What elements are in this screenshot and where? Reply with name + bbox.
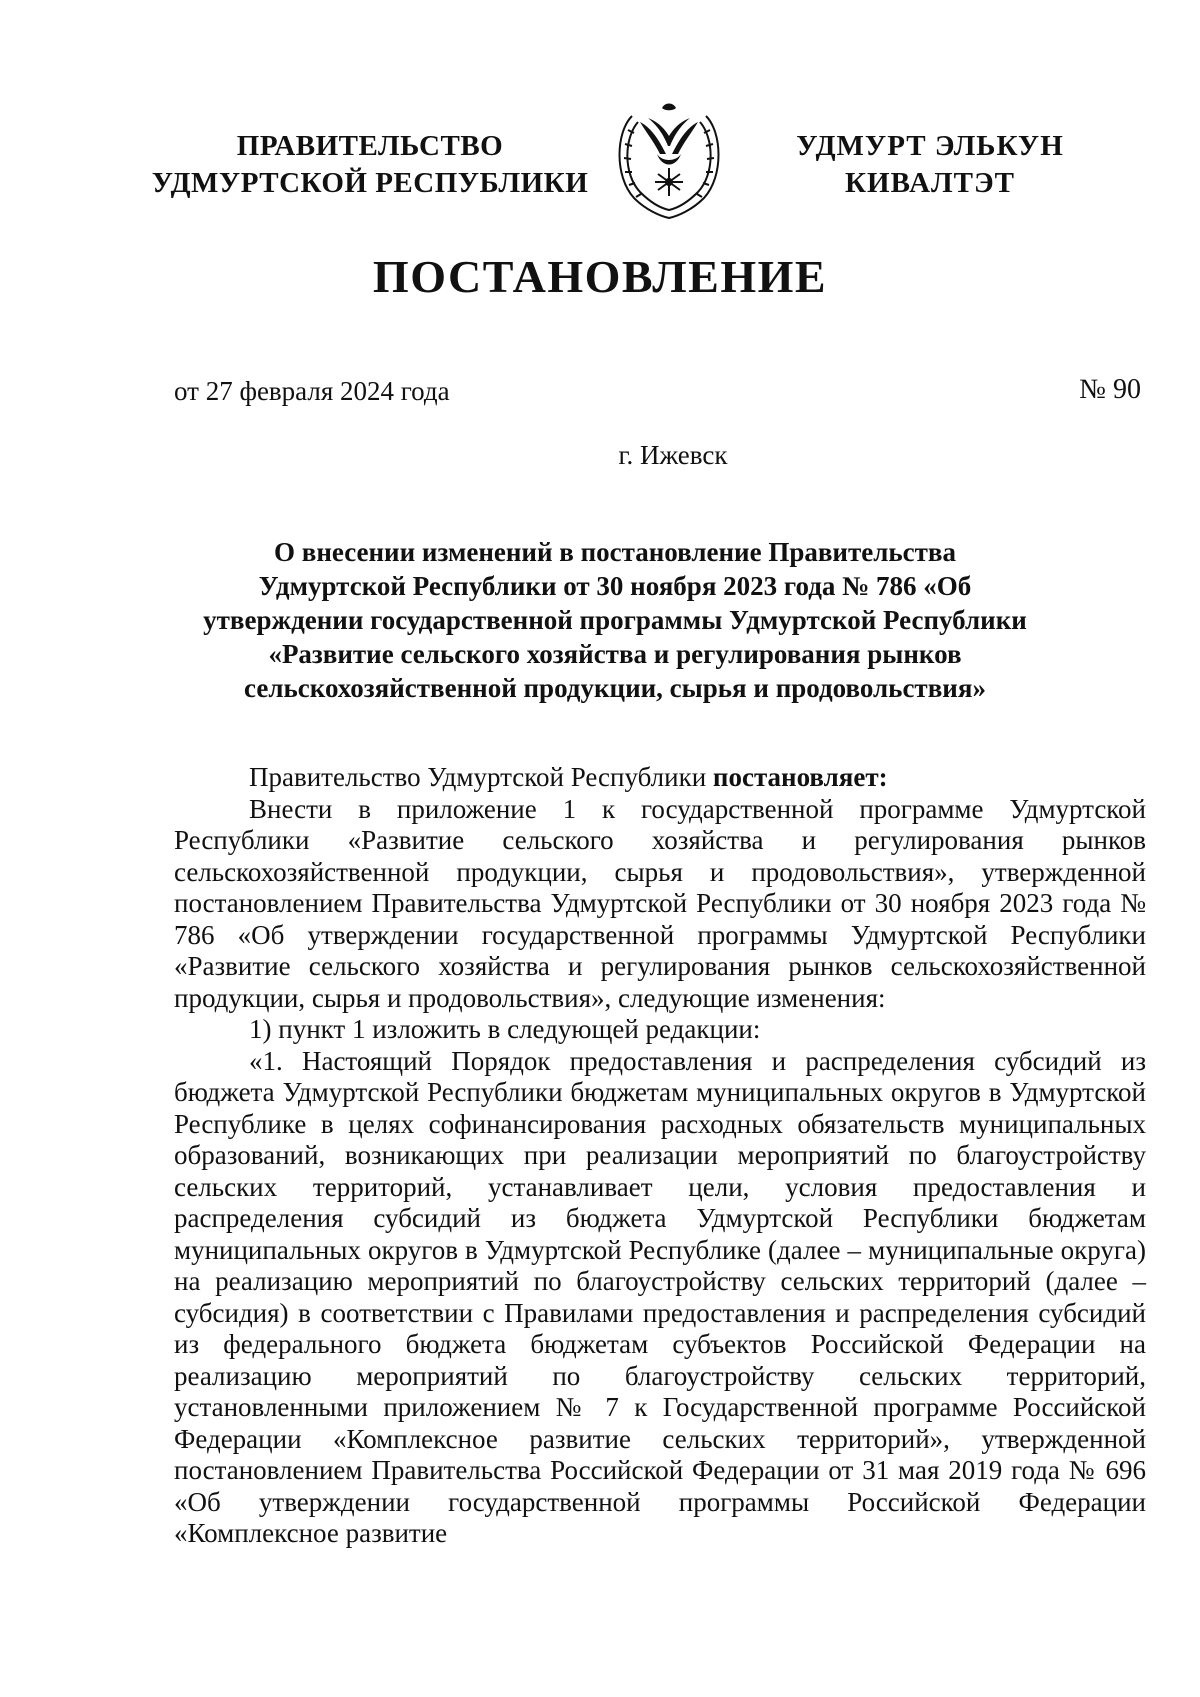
body-paragraph: Внести в приложение 1 к государственной программе Удмуртской Республики «Развитие сельского хозяйства и регулирования рынков сельскохозяйственной продукции, сырья и продовольствия», утвержденной постановлением Правительства Удмуртской Республики от 30 ноября 2023 года № 786 «Об утверждении государственной программы Удмуртской Республики «Развитие сельского хозяйства и регулирования рынков сельскохозяйственной продукции, сырья и продовольствия», следующие изменения: [174,793,1146,1013]
title-line: О внесении изменений в постановление Правительства [274,537,956,567]
issuer-line-2: УДМУРТСКОЙ РЕСПУБЛИКИ [151,167,589,199]
document-type-heading: ПОСТАНОВЛЕНИЕ [372,251,828,302]
document-city: г. Ижевск [618,440,728,470]
issuer-line-1: ПРАВИТЕЛЬСТВО [236,130,504,162]
coat-of-arms-udmurtia-icon [610,98,728,220]
issuer-line-2-udmurt: КИВАЛТЭТ [844,167,1015,199]
body-paragraph: 1) пункт 1 изложить в следующей редакции: [249,1014,761,1044]
issuer-name-russian [140,128,600,202]
body-paragraph: «1. Настоящий Порядок предоставления и распределения субсидий из бюджета Удмуртской Республики бюджетам муниципальных округов в Удмуртской Республике в целях софинансирования расходных обязательств муниципальных образований, возникающих при реализации мероприятий по благоустройству сельских территорий, устанавливает цели, условия предоставления и распределения субсидий из бюджета Удмуртской Республики бюджетам муниципальных округов в Удмуртской Республике (далее – муниципальные округа) на реализацию мероприятий по благоустройству сельских территорий (далее – субсидия) в соответствии с Правилами предоставления и распределения субсидий из федерального бюджета бюджетам субъектов Российской Федерации на реализацию мероприятий по благоустройству сельских территорий, установленными приложением № 7 к Государственной программе Российской Федерации «Комплексное развитие сельских территорий», утвержденной постановлением Правительства Российской Федерации от 31 мая 2019 года № 696 «Об утверждении государственной программы Российской Федерации «Комплексное развитие [174,1045,1146,1548]
preamble-decree-word: постановляет: [712,762,888,792]
document-title [200,535,1030,705]
title-line: сельскохозяйственной продукции, сырья и продовольствия» [244,673,986,703]
document-body [174,762,1146,1550]
issuer-name-udmurt [780,128,1080,202]
title-line: Удмуртской Республики от 30 ноября 2023 года № 786 «Об [258,571,972,601]
preamble-paragraph [174,762,1146,794]
preamble-text: Правительство Удмуртской Республики [249,762,713,792]
document-date: от 27 февраля 2024 года [174,376,450,406]
title-line: утверждении государственной программы Удмуртской Республики [203,605,1027,635]
document-number: № 90 [1079,374,1141,405]
issuer-line-1-udmurt: УДМУРТ ЭЛЬКУН [796,130,1064,162]
title-line: «Развитие сельского хозяйства и регулирования рынков [268,639,962,669]
